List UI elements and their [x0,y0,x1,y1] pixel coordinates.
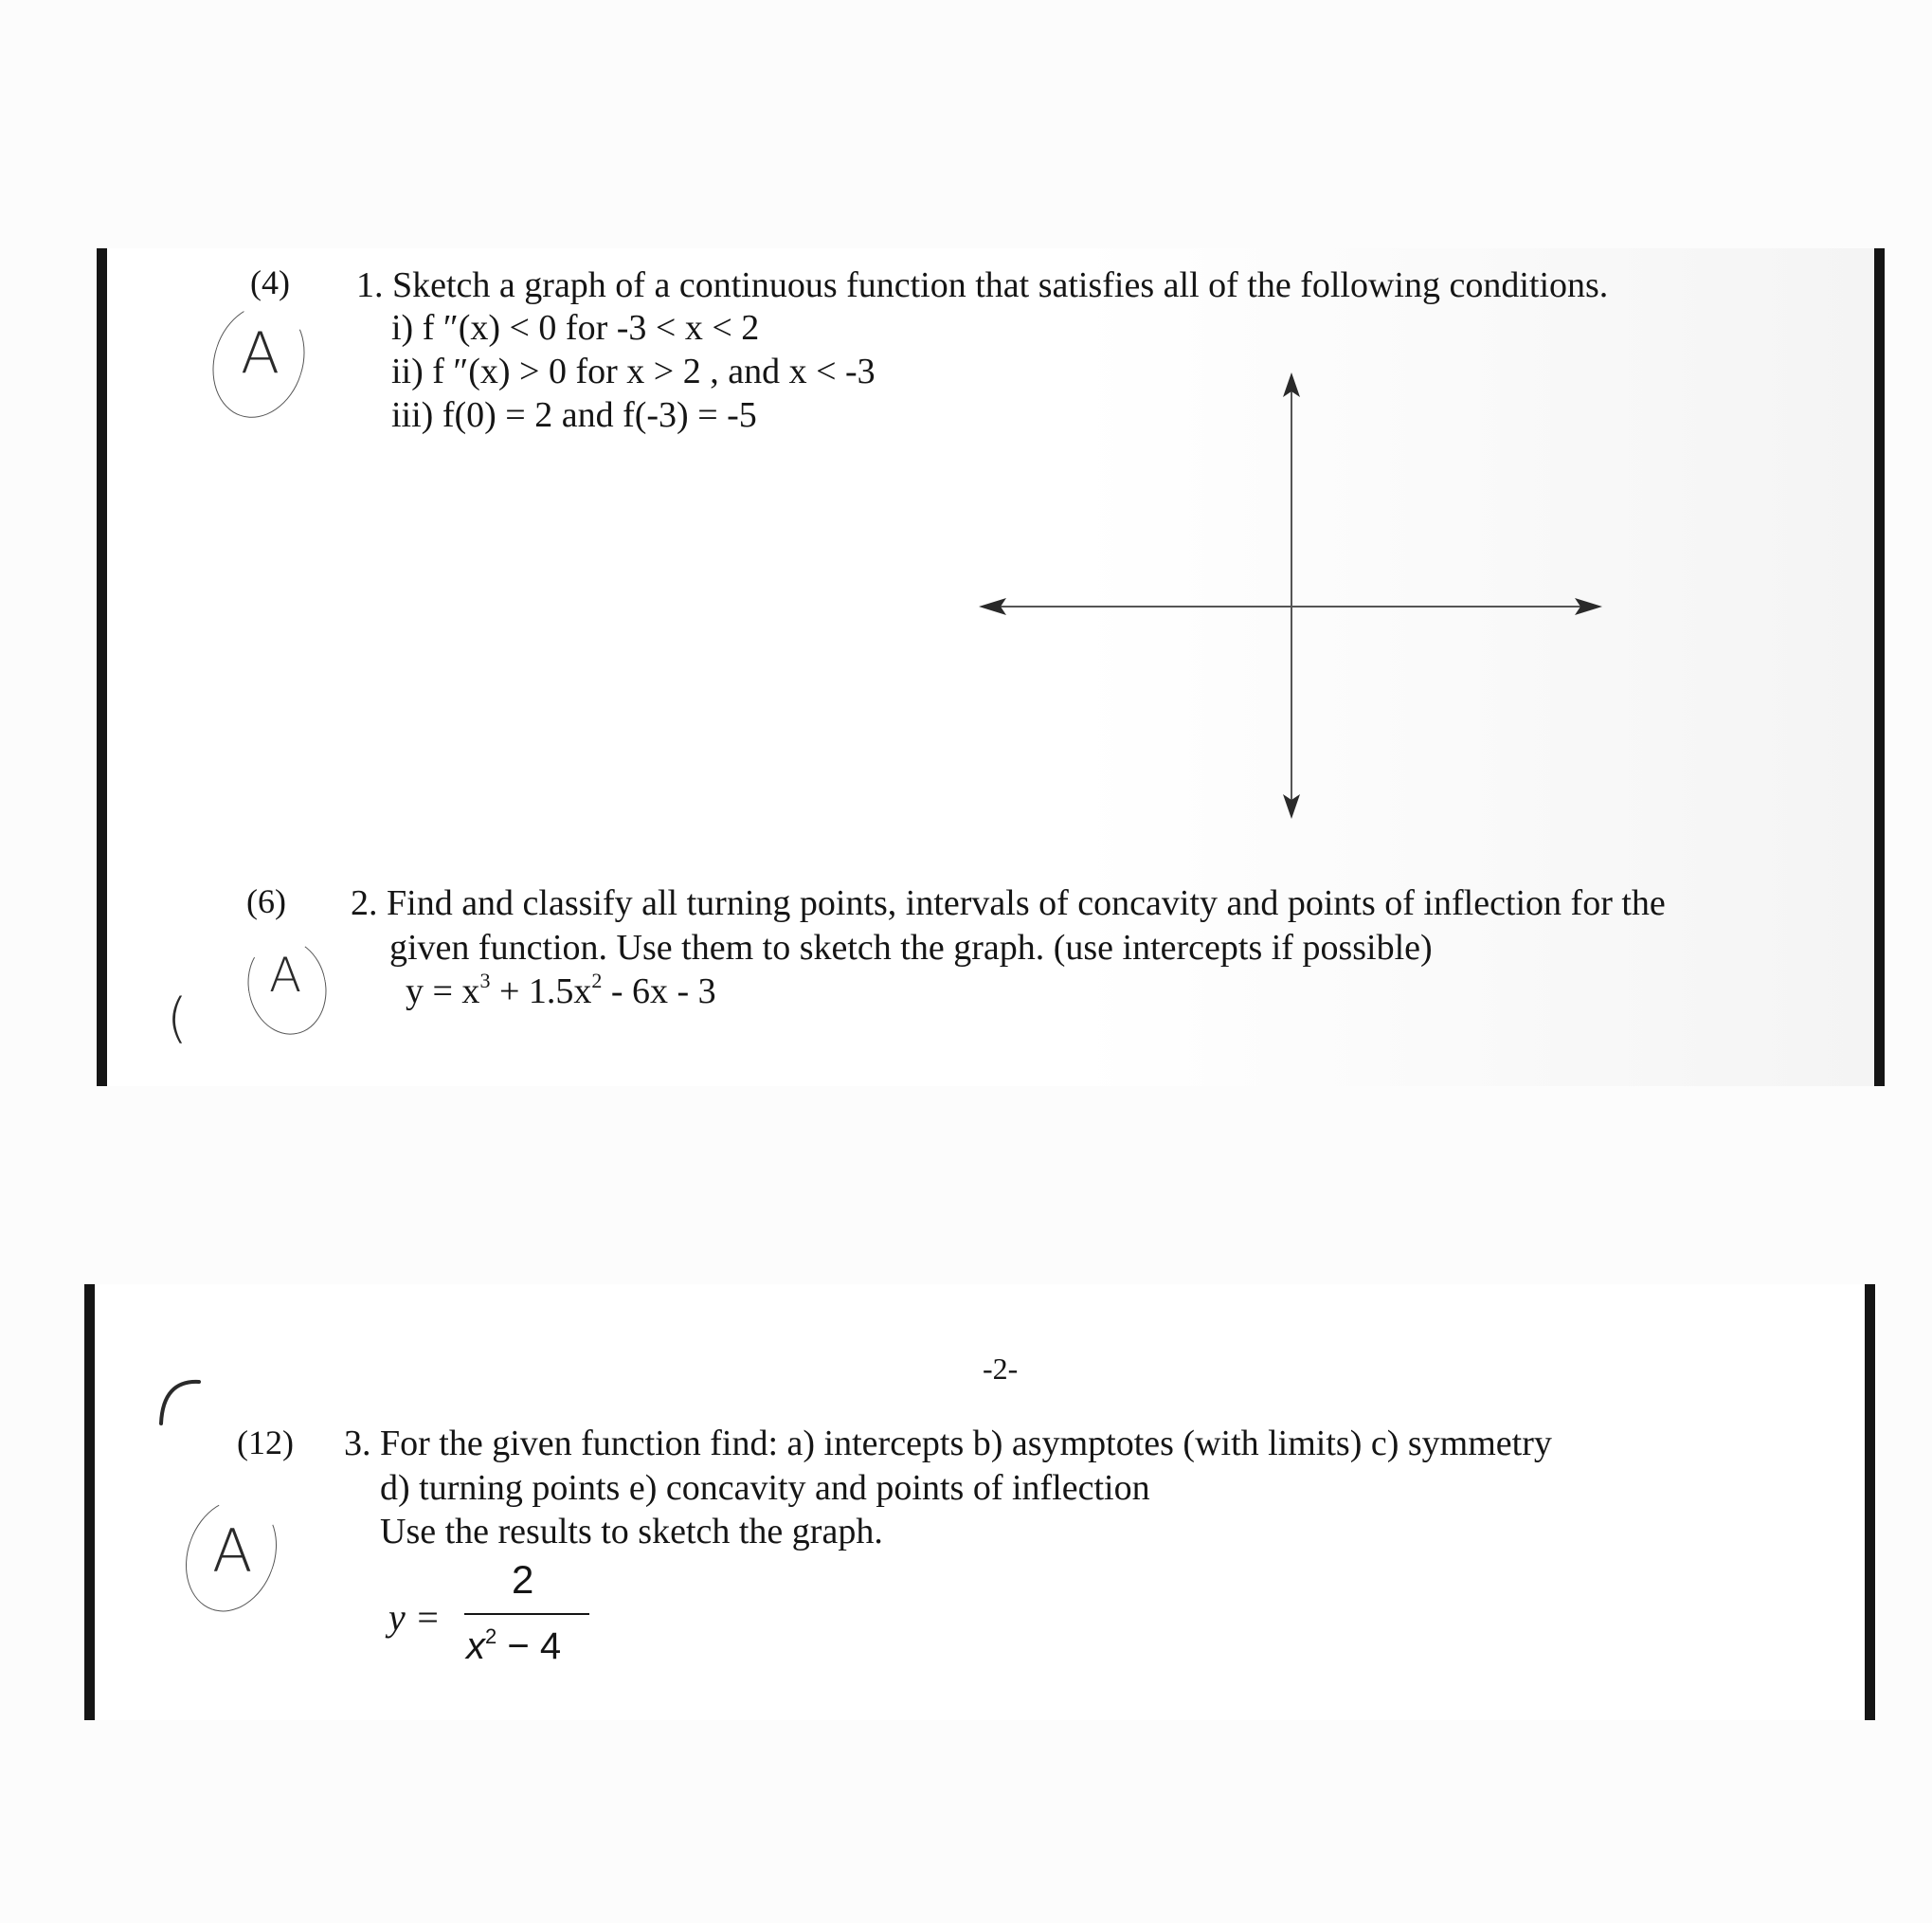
q1-condition-1: i) f ″(x) < 0 for -3 < x < 2 [391,308,760,348]
q3-grade: A [212,1516,253,1586]
q1-condition-3: iii) f(0) = 2 and f(-3) = -5 [391,395,757,435]
q2-prompt-line-1: 2. Find and classify all turning points, intervals of concavity and points of inflection for the [351,883,1666,923]
q2-function: $y = x^3 + 1.5x^2 - 6x - 3$ [406,969,716,1011]
q3-function-lhs: y = [388,1596,441,1639]
q1-points: (4) [250,263,290,301]
q2-grade: A [269,948,302,1003]
q1-prompt: 1. Sketch a graph of a continuous function that satisfies all of the following conditions. [356,265,1609,305]
q3-prompt-line-3: Use the results to sketch the graph. [380,1512,883,1551]
q3-function-denominator: $x^2 - 4$ [466,1624,562,1667]
q1-grade: A [241,320,280,387]
q3-prompt-line-2: d) turning points e) concavity and points of inflection [380,1468,1150,1508]
page-number: -2- [983,1352,1019,1386]
stray-pencil-mark: ( [167,988,188,1049]
q3-prompt-line-1: 3. For the given function find: a) intercepts b) asymptotes (with limits) c) symmetry [344,1424,1552,1463]
q3-function-numerator: 2 [512,1557,534,1602]
q2-prompt-line-2: given function. Use them to sketch the graph. (use intercepts if possible) [389,928,1433,968]
q3-fraction-bar [464,1613,589,1615]
q3-points: (12) [237,1424,294,1461]
q1-condition-2: ii) f ″(x) > 0 for x > 2 , and x < -3 [391,352,876,391]
q2-points: (6) [246,882,286,920]
